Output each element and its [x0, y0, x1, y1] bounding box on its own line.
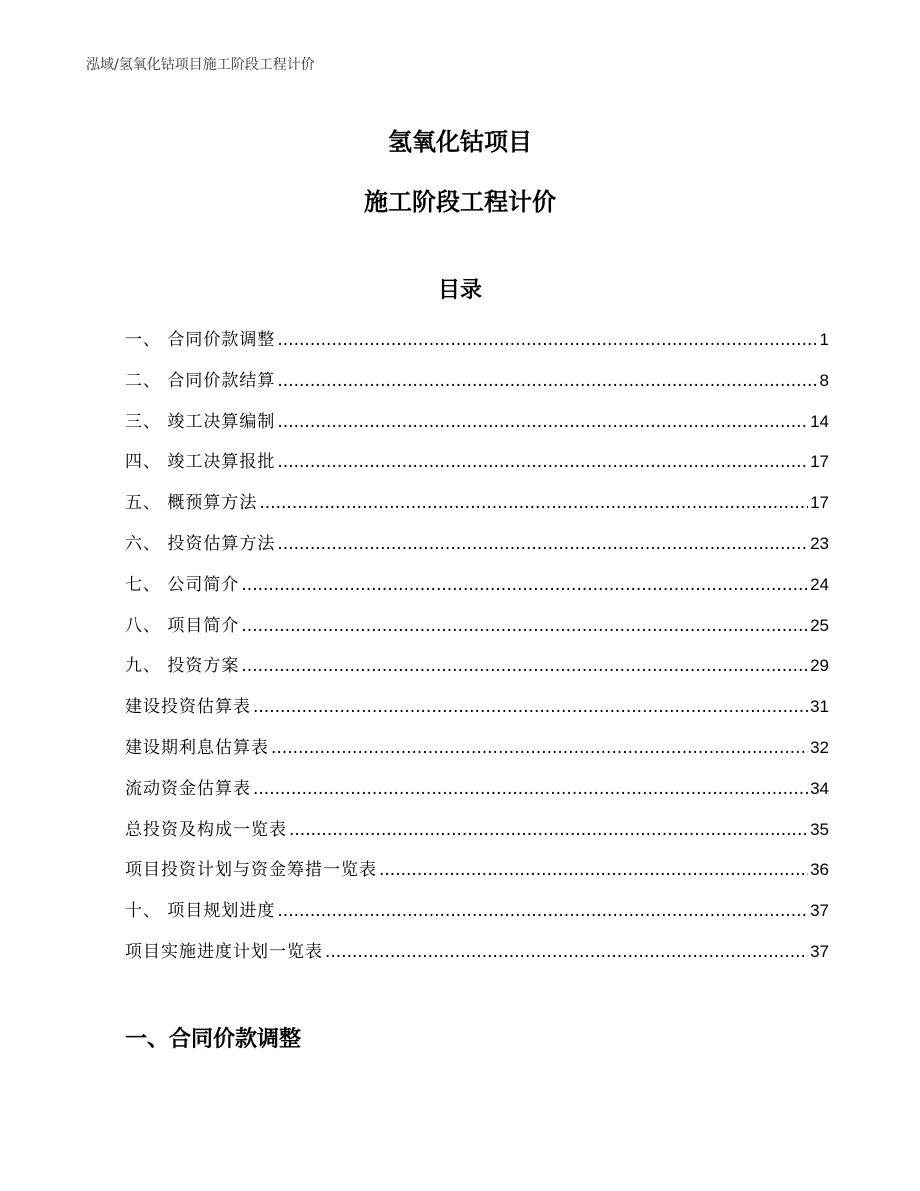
toc-leader-dots [277, 452, 808, 472]
toc-heading: 目录 [437, 278, 482, 303]
toc-entry-label: 项目实施进度计划一览表 [125, 941, 323, 962]
toc-leader-dots [253, 779, 808, 799]
toc-entry[interactable] [125, 733, 829, 774]
toc-entry[interactable] [125, 937, 829, 978]
toc-entry[interactable] [125, 447, 829, 488]
toc-entry-label: 二、 合同价款结算 [125, 370, 276, 391]
toc-entry[interactable] [125, 611, 829, 652]
toc-leader-dots [253, 697, 808, 717]
toc-leader-dots [259, 493, 808, 513]
toc-page-number: 35 [810, 819, 829, 839]
toc-leader-dots [277, 534, 808, 554]
toc-entry[interactable] [125, 529, 829, 570]
toc-entry-label: 三、 竣工决算编制 [125, 411, 276, 432]
toc-page-number: 34 [810, 778, 829, 798]
toc-leader-dots [241, 616, 808, 636]
toc-leader-dots [277, 371, 817, 391]
toc-page-number: 17 [810, 452, 829, 472]
toc-page-number: 1 [819, 330, 829, 349]
running-header: 泓域/氢氧化钴项目施工阶段工程计价 [86, 57, 315, 73]
toc-leader-dots [289, 820, 808, 840]
toc-entry[interactable] [125, 815, 829, 856]
toc-entry[interactable] [125, 651, 829, 692]
toc-entry[interactable] [125, 366, 829, 407]
toc-entry-label: 九、 投资方案 [125, 656, 240, 677]
toc-entry[interactable] [125, 855, 829, 896]
toc-page-number: 37 [810, 941, 829, 961]
toc-entry[interactable] [125, 774, 829, 815]
toc-entry-label: 流动资金估算表 [125, 778, 251, 799]
toc-entry[interactable] [125, 488, 829, 529]
toc-leader-dots [241, 575, 808, 595]
toc-entry-label: 建设投资估算表 [125, 697, 251, 718]
document-title: 氢氧化钴项目 [388, 128, 532, 156]
toc-page-number: 14 [810, 411, 829, 431]
toc-entry-label: 八、 项目简介 [125, 615, 240, 636]
toc-leader-dots [277, 412, 808, 432]
toc-entry-label: 七、 公司简介 [125, 574, 240, 595]
toc-page-number: 29 [810, 656, 829, 676]
toc-entry[interactable] [125, 896, 829, 937]
toc-entry[interactable] [125, 407, 829, 448]
toc-entry-label: 项目投资计划与资金筹措一览表 [125, 860, 377, 881]
toc-leader-dots [277, 330, 817, 350]
toc-leader-dots [277, 901, 808, 921]
section-heading: 一、合同价款调整 [125, 1027, 302, 1052]
toc-entry-label: 六、 投资估算方法 [125, 533, 276, 554]
toc-page-number: 36 [810, 860, 829, 880]
toc-entry-label: 四、 竣工决算报批 [125, 452, 276, 473]
toc-entry[interactable] [125, 325, 829, 366]
toc-entry[interactable] [125, 570, 829, 611]
toc-entry-label: 总投资及构成一览表 [125, 819, 287, 840]
toc-page-number: 8 [819, 370, 829, 390]
toc-leader-dots [241, 656, 808, 676]
toc-page-number: 23 [810, 533, 829, 553]
toc-entry-label: 十、 项目规划进度 [125, 901, 276, 922]
toc-entry-label: 建设期利息估算表 [125, 737, 269, 758]
document-subtitle: 施工阶段工程计价 [364, 188, 556, 216]
toc-entry[interactable] [125, 692, 829, 733]
toc-leader-dots [379, 860, 808, 880]
toc-page-number: 24 [810, 574, 829, 594]
toc-page-number: 32 [810, 737, 829, 757]
toc-entry-label: 五、 概预算方法 [125, 493, 258, 514]
toc-page-number: 31 [810, 697, 829, 717]
table-of-contents [125, 325, 829, 978]
toc-leader-dots [325, 942, 808, 962]
toc-leader-dots [271, 738, 808, 758]
toc-page-number: 25 [810, 615, 829, 635]
toc-page-number: 37 [810, 901, 829, 921]
toc-entry-label: 一、 合同价款调整 [125, 330, 276, 350]
toc-page-number: 17 [810, 493, 829, 513]
